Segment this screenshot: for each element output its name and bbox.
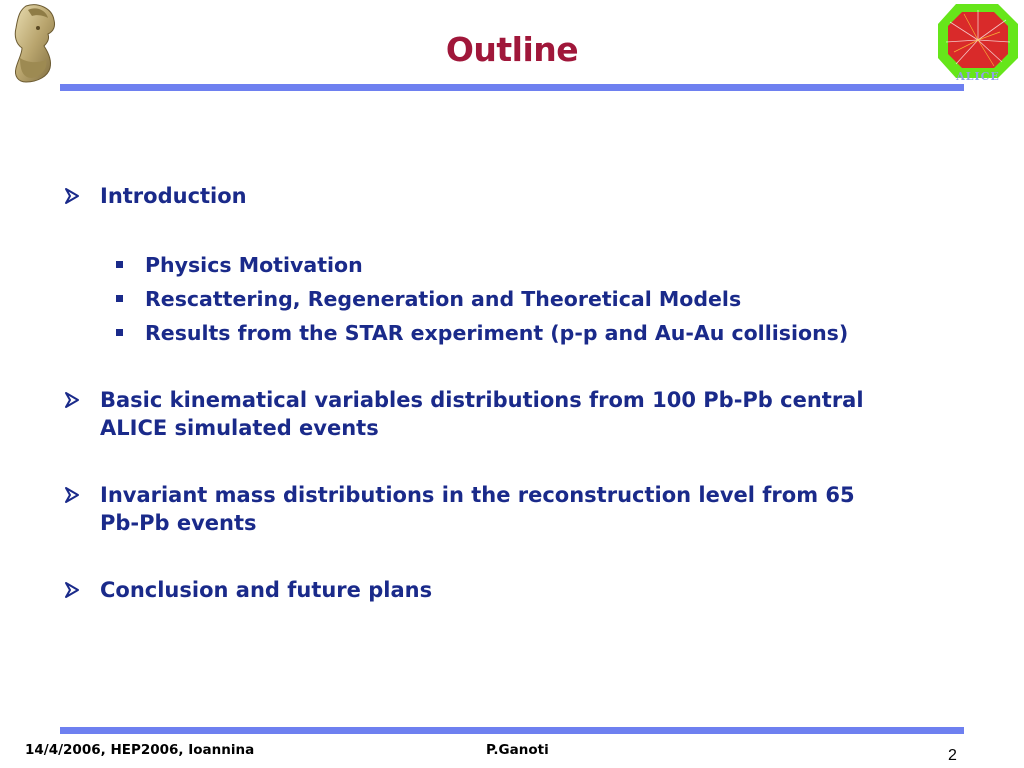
- bullet-text: Basic kinematical variables distributions from 100 Pb-Pb central ALICE simulated events: [100, 388, 864, 440]
- square-bullet-icon: [116, 329, 123, 336]
- bullet-text: Conclusion and future plans: [100, 578, 433, 602]
- page-number: 2: [948, 747, 957, 764]
- slide-title: Outline: [445, 30, 579, 69]
- bullet-text: Invariant mass distributions in the reconstruction level from 65 Pb-Pb events: [100, 483, 855, 535]
- sub-bullet-physics-motivation: [145, 251, 363, 279]
- top-divider: [60, 84, 964, 91]
- sub-bullet-text: Physics Motivation: [145, 253, 363, 277]
- bullet-invariant-mass: [100, 481, 890, 537]
- alice-logo: [936, 2, 1020, 82]
- sub-bullet-rescattering: [145, 285, 741, 313]
- square-bullet-icon: [116, 295, 123, 302]
- bullet-conclusion: [100, 576, 940, 604]
- sub-bullet-star-results: [145, 319, 848, 347]
- bullet-text: Introduction: [100, 184, 247, 208]
- arrow-bullet-icon: [64, 481, 80, 509]
- footer-event-info: 14/4/2006, HEP2006, Ioannina: [25, 742, 255, 758]
- bullet-kinematical-variables: [100, 386, 930, 442]
- bottom-divider: [60, 727, 964, 734]
- arrow-bullet-icon: [64, 182, 80, 210]
- alice-logo-text: ALICE: [956, 70, 1000, 82]
- arrow-bullet-icon: [64, 386, 80, 414]
- arrow-bullet-icon: [64, 576, 80, 604]
- bullet-introduction: [100, 182, 940, 210]
- sub-bullet-text: Results from the STAR experiment (p-p and Au-Au collisions): [145, 321, 849, 345]
- square-bullet-icon: [116, 261, 123, 268]
- sub-bullet-text: Rescattering, Regeneration and Theoretical Models: [145, 287, 742, 311]
- footer-author: P.Ganoti: [486, 742, 549, 758]
